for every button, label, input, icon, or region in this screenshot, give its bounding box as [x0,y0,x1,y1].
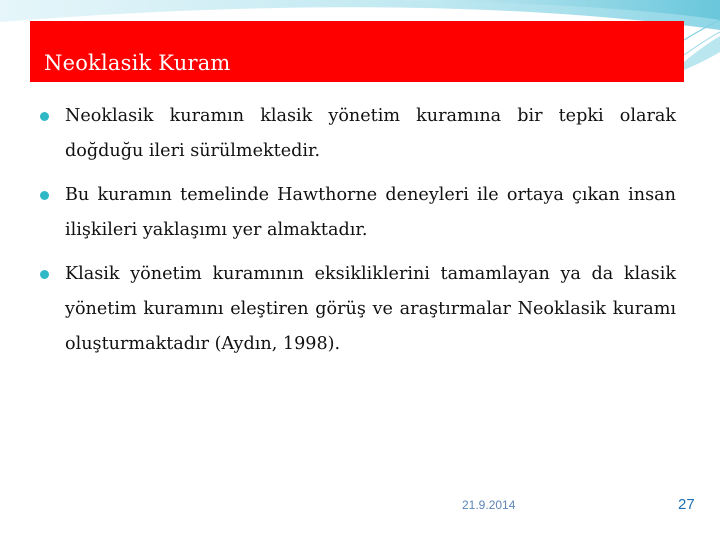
bullet-dot-icon [40,191,49,200]
slide-title: Neoklasik Kuram [44,51,231,75]
bullet-text: Bu kuramın temelinde Hawthorne deneyleri ile ortaya çıkan insan ilişkileri yaklaşımı yer almaktadır. [65,185,676,240]
bullet-text: Neoklasik kuramın klasik yönetim kuramına bir tepki olarak doğduğu ileri sürülmektedir. [65,106,676,161]
page-number: 27 [678,496,695,513]
bullet-item [40,257,676,362]
bullet-list [40,99,676,371]
title-bar [30,21,684,82]
bullet-item [40,99,676,169]
bullet-dot-icon [40,270,49,279]
footer-date: 21.9.2014 [462,498,516,512]
bullet-dot-icon [40,112,49,121]
bullet-text: Klasik yönetim kuramının eksikliklerini tamamlayan ya da klasik yönetim kuramını eleştiren görüş ve araştırmalar Neoklasik kuramı oluşturmaktadır (Aydın, 1998). [65,264,676,354]
bullet-item [40,178,676,248]
